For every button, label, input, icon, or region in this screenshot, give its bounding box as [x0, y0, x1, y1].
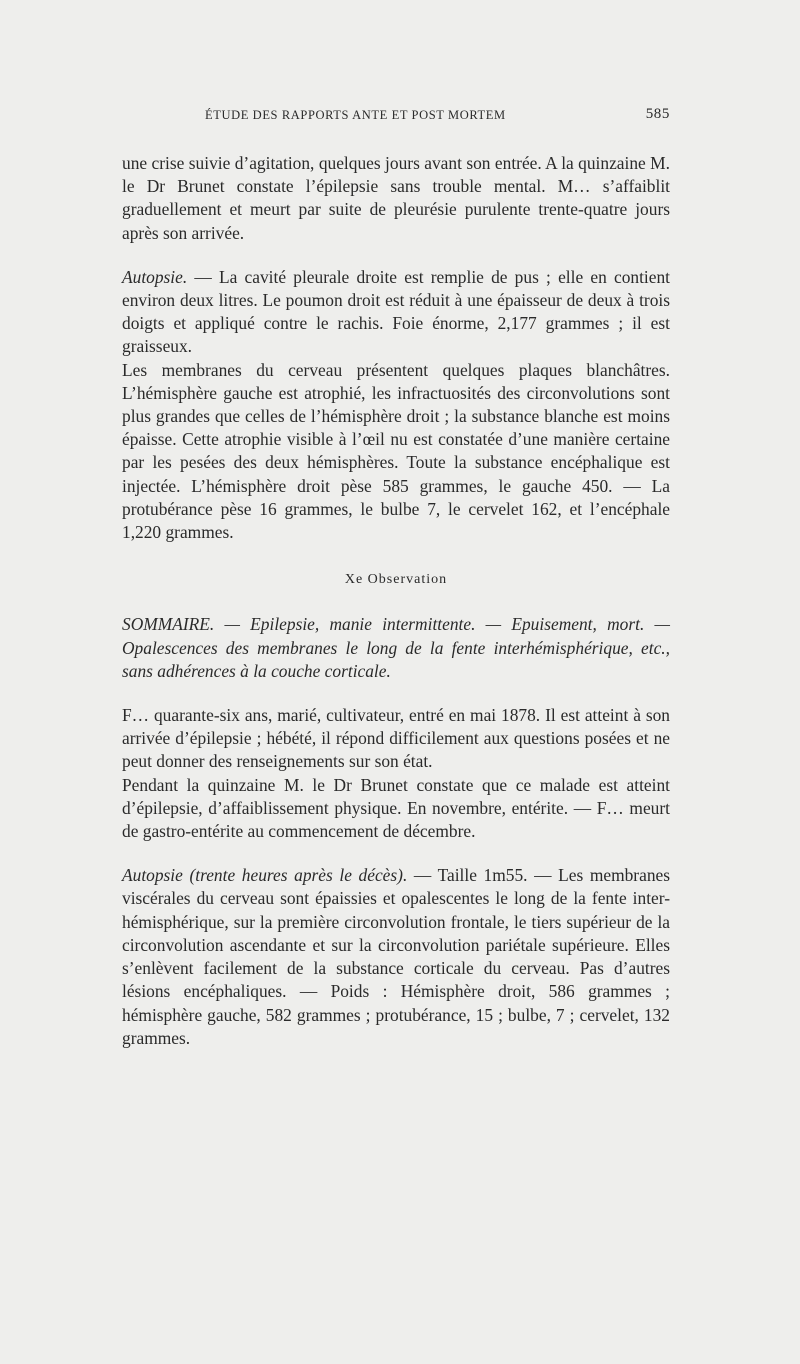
paragraph-clinical-course: Pendant la quinzaine M. le Dr Brunet constate que ce malade est atteint d’épilepsie, d’affaiblissement physique. En novembre, entérite. — F… meurt de gastro-entérite au commencement de décembre. [122, 774, 670, 842]
document-body [122, 152, 670, 1050]
autopsy-text: — La cavité pleurale droite est remplie de pus ; elle en contient environ deux litres. Le poumon droit est réduit à une épaisseur de deux à trois doigts et appliqué contre le rachis. Foie énorme, 2,177 grammes ; il est graisseux. [122, 266, 670, 357]
paragraph-patient-intro: F… quarante-six ans, marié, cultivateur, entré en mai 1878. Il est atteint à son arrivée d’épilepsie ; hébété, il répond difficilement aux questions posées et ne peut donner des renseignements sur son état. [122, 705, 670, 772]
paragraph-brain-membranes: Les membranes du cerveau présentent quelques plaques blanchâtres. L’hémisphère gauche est atrophié, les infractuosités des circonvolutions sont plus grandes que celles de l’hémisphère droit ; la substance blanche est moins épaisse. Cette atrophie visible à l’œil nu est constatée d’une manière certaine par les pesées des deux hémisphères. Toute la substance encéphalique est injectée. L’hémisphère droit pèse 585 grammes, le gauche 450. — La protubérance pèse 16 grammes, le bulbe 7, le cervelet 162, et l’encéphale 1,220 grammes. [122, 359, 670, 543]
paragraph-continuation: une crise suivie d’agitation, quelques jours avant son entrée. A la quinzaine M. le Dr Brunet constate l’épilepsie sans trouble mental. M… s’affaiblit graduellement et meurt par suite de pleurésie purulente trente-quatre jours après son arrivée. [122, 153, 670, 243]
running-title: ÉTUDE DES RAPPORTS ANTE ET POST MORTEM [205, 108, 506, 122]
autopsy-2-lead: Autopsie (trente heures après le décès). [122, 865, 408, 886]
paragraph-autopsy-2 [122, 864, 670, 1050]
summary-paragraph: SOMMAIRE. — Epilepsie, manie intermittente. — Epuisement, mort. — Opalescences des membranes le long de la fente interhémisphérique, etc., sans adhérences à la couche corticale. [122, 614, 670, 681]
paragraph-autopsy-1 [122, 266, 670, 359]
observation-heading: Xe Observation [344, 572, 448, 588]
autopsy-2-text: — Taille 1m55. — Les membranes viscérales du cerveau sont épaissies et opalescentes le long de la fente inter-hémisphérique, sur la première circonvolution frontale, le tiers supérieur de la circonvolution ascendante et sur la circonvolution pariétale supérieure. Elles s’enlèvent facilement de la substance corticale du cerveau. Pas d’autres lésions encéphaliques. — Poids : Hémisphère droit, 586 grammes ; hémisphère gauche, 582 grammes ; protubérance, 15 ; bulbe, 7 ; cervelet, 132 grammes. [122, 865, 670, 1048]
autopsy-lead: Autopsie. [122, 266, 188, 287]
page-number: 585 [645, 106, 670, 122]
